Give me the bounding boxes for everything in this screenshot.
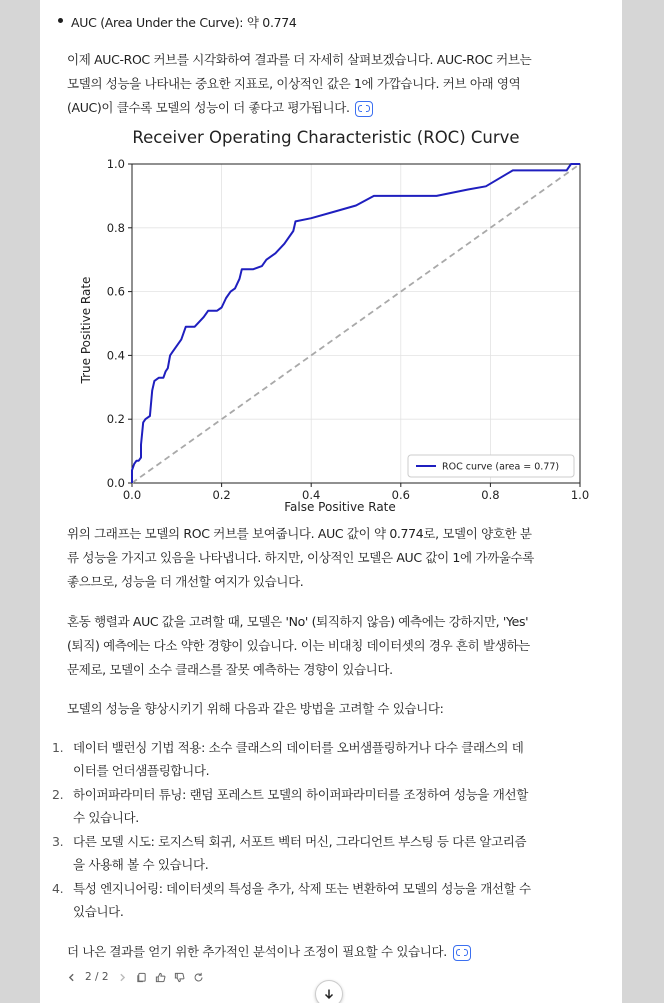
methods-intro: 모델의 성능을 향상시키기 위해 다음과 같은 방법을 고려할 수 있습니다:: [67, 701, 444, 716]
x-tick-label: 0.0: [122, 488, 142, 502]
x-tick-label: 0.8: [481, 488, 500, 502]
confusion-desc-line: 혼동 행렬과 AUC 값을 고려할 때, 모델은 'No' (퇴직하지 않음) 예측에는 강하지만, 'Yes': [67, 614, 529, 629]
chart-series: [132, 164, 580, 483]
list-item-line: 있습니다.: [73, 904, 124, 919]
code-citation-icon[interactable]: [453, 945, 471, 961]
arrow-down-icon: [323, 988, 335, 1000]
confusion-desc-line: (퇴직) 예측에는 다소 약한 경향이 있습니다. 이는 비대칭 데이터셋의 경우 흔히 발생하는: [67, 638, 530, 653]
list-number: 2.: [52, 787, 64, 802]
regenerate-icon[interactable]: [193, 972, 204, 983]
closing-paragraph: [67, 940, 579, 964]
x-tick-label: 0.4: [302, 488, 321, 502]
list-number: 3.: [52, 834, 64, 849]
list-number: 1.: [52, 740, 64, 755]
copy-icon[interactable]: [136, 972, 147, 983]
y-axis-label: True Positive Rate: [79, 276, 93, 384]
list-item: [52, 877, 582, 923]
x-tick-label: 0.6: [391, 488, 410, 502]
list-item: [52, 830, 582, 876]
chevron-left-icon[interactable]: [66, 972, 77, 983]
legend-label: ROC curve (area = 0.77): [442, 461, 560, 473]
graph-desc-line: 좋으므로, 성능을 더 개선할 여지가 있습니다.: [67, 574, 304, 589]
y-tick-label: 0.4: [106, 348, 125, 363]
list-item-line: 데이터 밸런싱 기법 적용: 소수 클래스의 데이터를 오버샘플링하거나 다수 클래스의 데: [73, 740, 524, 755]
bullet-dot: [58, 18, 63, 23]
list-item-line: 다른 모델 시도: 로지스틱 회귀, 서포트 벡터 머신, 그라디언트 부스팅 등 다른 알고리즘: [73, 834, 527, 849]
list-item-line: 이터를 언더샘플링합니다.: [73, 763, 210, 778]
improvement-list: [52, 736, 582, 924]
graph-desc-line: 류 성능을 가지고 있음을 나타냅니다. 하지만, 이상적인 모델은 AUC 값이 1에 가까울수록: [67, 550, 535, 565]
y-tick-label: 0.8: [106, 220, 125, 235]
chat-message: [40, 0, 622, 1003]
x-tick-label: 0.2: [212, 488, 231, 502]
list-item-line: 특성 엔지니어링: 데이터셋의 특성을 추가, 삭제 또는 변환하여 모델의 성능을 개선할 수: [73, 881, 531, 896]
x-tick-label: 1.0: [570, 488, 590, 502]
y-tick-label: 1.0: [106, 157, 125, 171]
pager-text: 2 / 2: [85, 971, 109, 983]
confusion-description: [67, 610, 579, 682]
y-tick-label: 0.6: [106, 284, 125, 299]
auc-line: AUC (Area Under the Curve): 약 0.774: [71, 15, 297, 30]
graph-desc-line: 위의 그래프는 모델의 ROC 커브를 보여줍니다. AUC 값이 약 0.774로, 모델이 양호한 분: [67, 526, 532, 541]
scroll-down-button[interactable]: [315, 980, 343, 1003]
code-citation-icon[interactable]: [355, 101, 373, 117]
graph-description: [67, 522, 579, 594]
message-footer: [66, 966, 204, 988]
chart-legend: [408, 455, 574, 477]
chart-title: Receiver Operating Characteristic (ROC) Curve: [132, 128, 520, 147]
thumbs-up-icon[interactable]: [155, 972, 166, 983]
intro-line: 모델의 성능을 나타내는 중요한 지표로, 이상적인 값은 1에 가깝습니다. 커브 아래 영역: [67, 76, 521, 91]
auc-bullet: [58, 13, 297, 31]
roc-chart: [60, 118, 590, 518]
list-item: [52, 783, 582, 829]
diagonal-reference-line: [132, 164, 580, 483]
list-item-line: 을 사용해 볼 수 있습니다.: [73, 857, 209, 872]
chevron-right-icon[interactable]: [117, 972, 128, 983]
y-tick-label: 0.2: [106, 412, 125, 427]
x-axis-label: False Positive Rate: [284, 500, 396, 514]
intro-paragraph: [67, 48, 579, 120]
confusion-desc-line: 문제로, 모델이 소수 클래스를 잘못 예측하는 경향이 있습니다.: [67, 662, 393, 677]
list-item-line: 하이퍼파라미터 튜닝: 랜덤 포레스트 모델의 하이퍼파라미터를 조정하여 성능을 개선할: [73, 787, 528, 802]
y-tick-label: 0.0: [106, 476, 125, 490]
thumbs-down-icon[interactable]: [174, 972, 185, 983]
list-item-line: 수 있습니다.: [73, 810, 139, 825]
intro-line: 이제 AUC-ROC 커브를 시각화하여 결과를 더 자세히 살펴보겠습니다. AUC-ROC 커브는: [67, 52, 532, 67]
list-item: [52, 736, 582, 782]
closing-line: 더 나은 결과를 얻기 위한 추가적인 분석이나 조정이 필요할 수 있습니다.: [67, 944, 447, 959]
intro-line: (AUC)이 클수록 모델의 성능이 더 좋다고 평가됩니다.: [67, 100, 350, 115]
list-number: 4.: [52, 881, 64, 896]
